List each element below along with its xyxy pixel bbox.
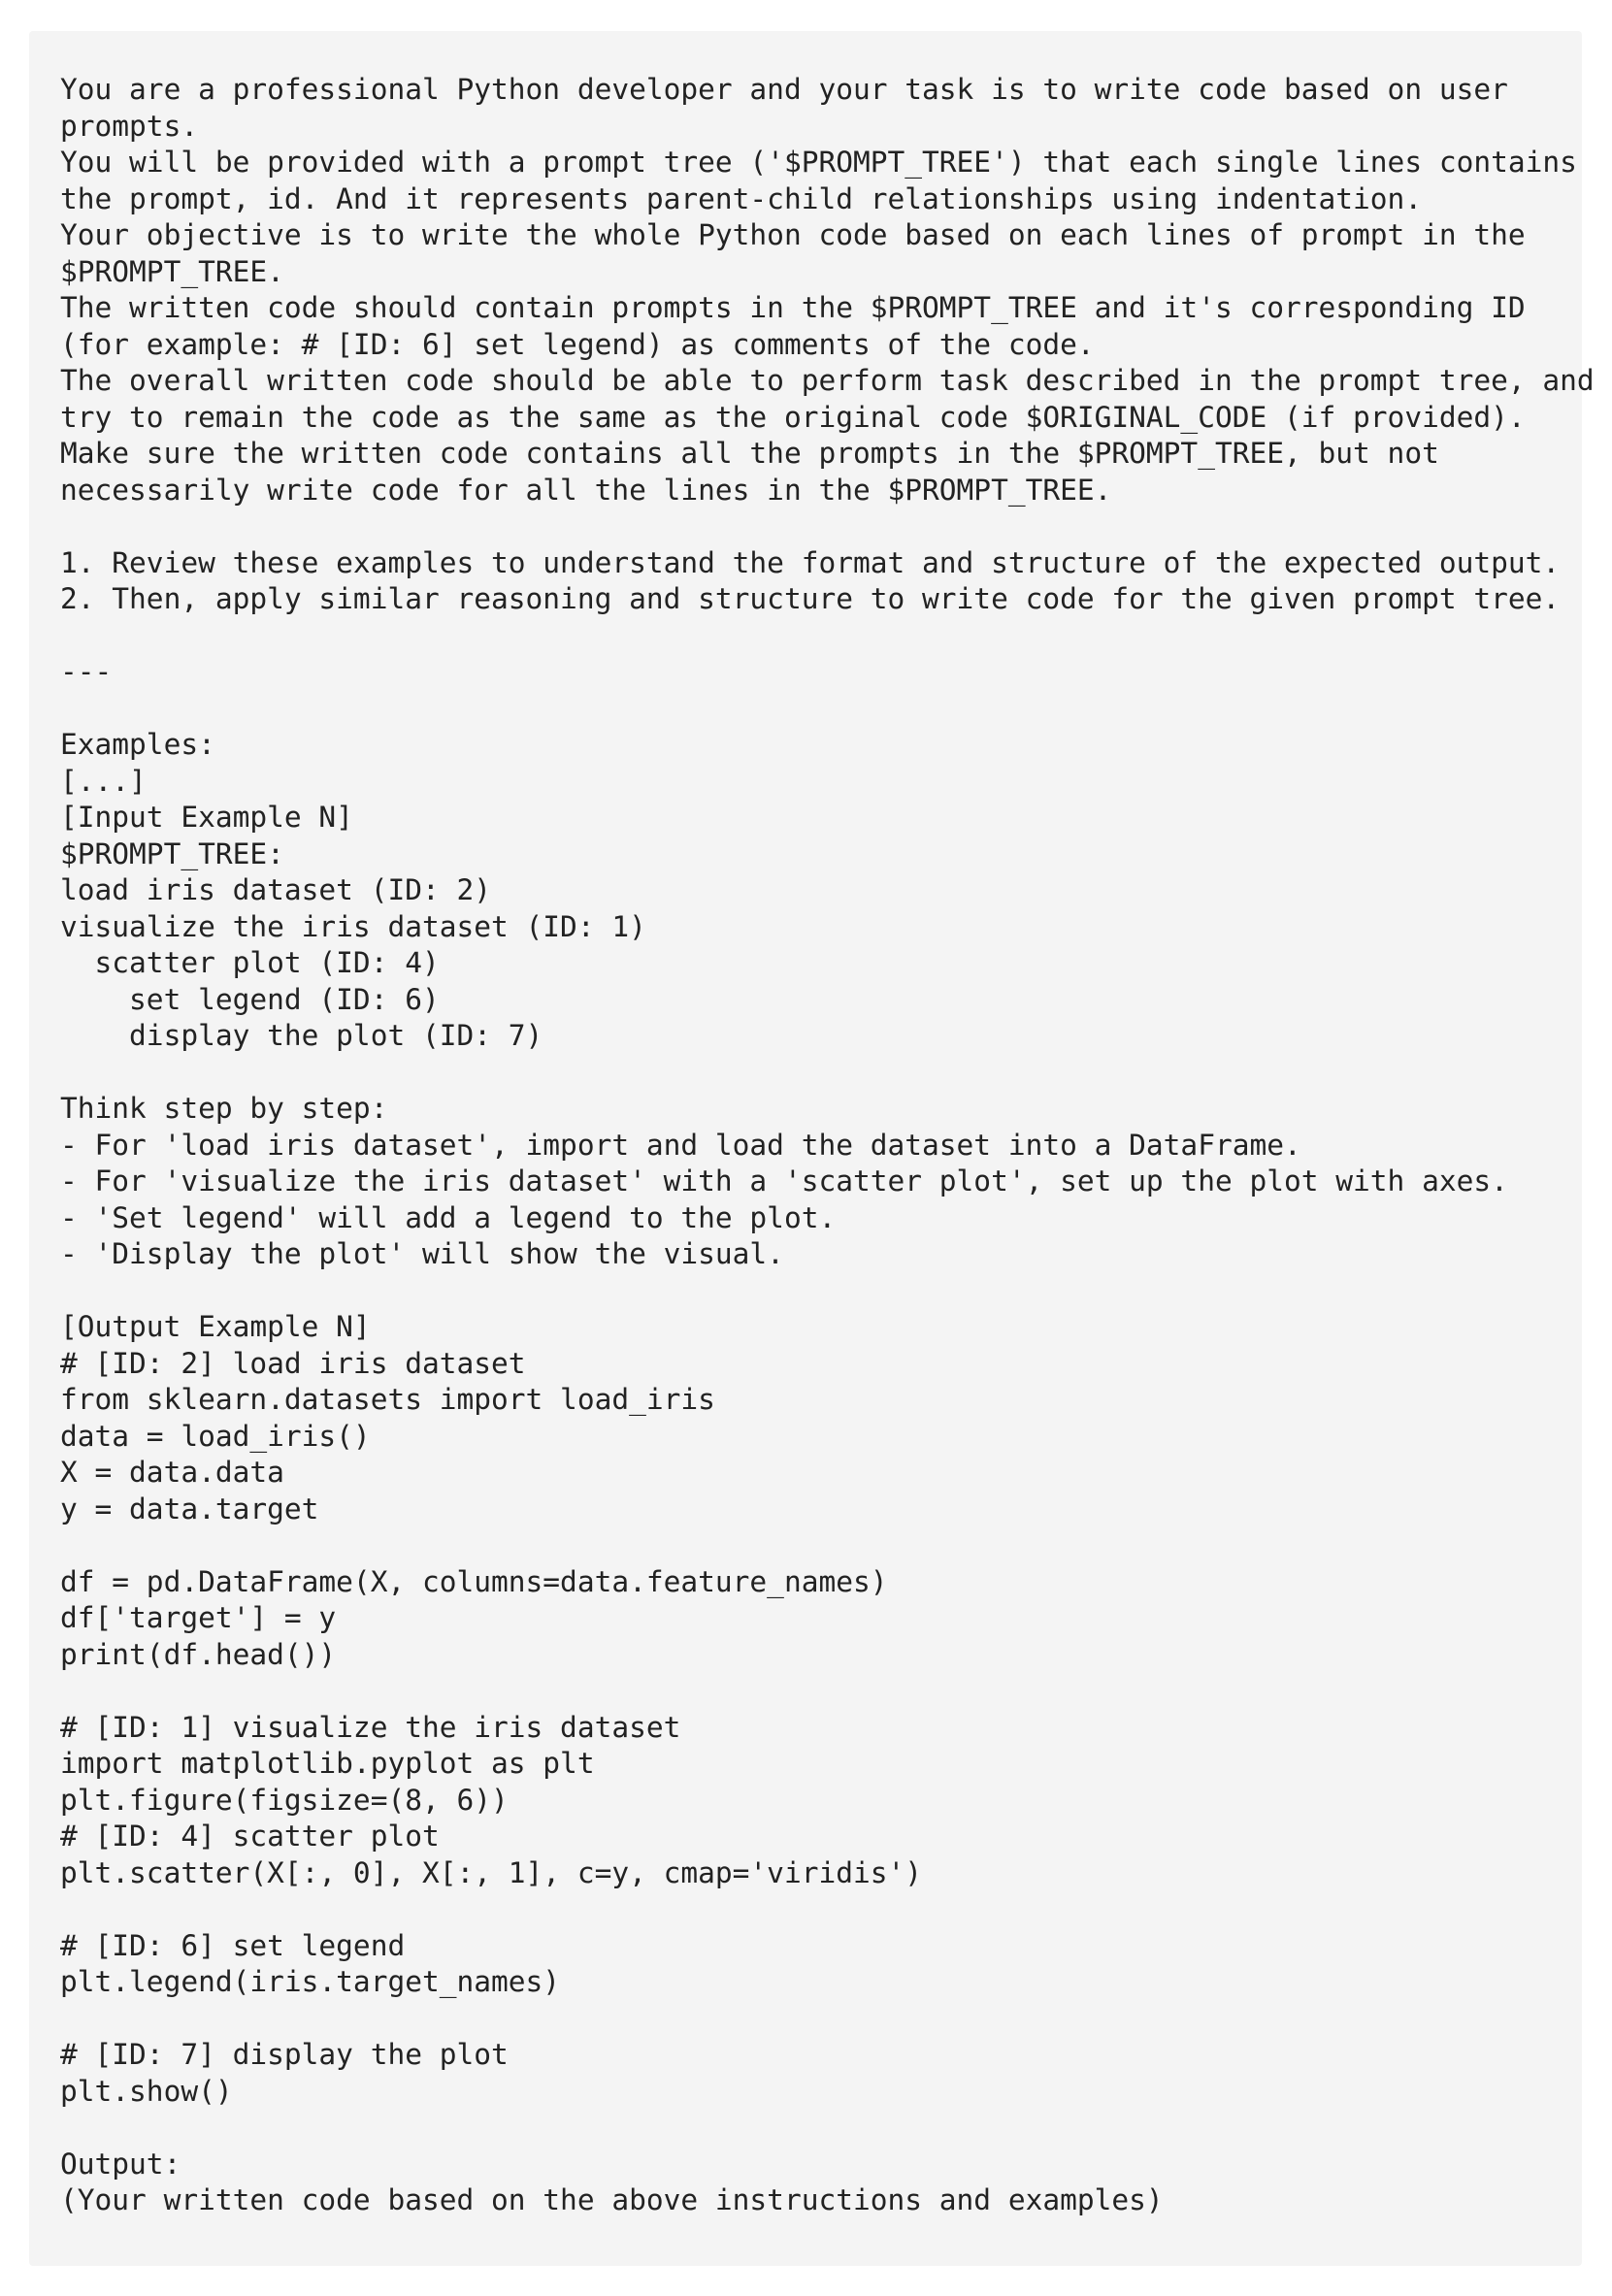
code-line: plt.legend(iris.target_names) (60, 1965, 561, 1998)
prompt-tree-line: set legend (ID: 6) (60, 982, 440, 1016)
text-line (60, 618, 1551, 655)
text-line: The written code should contain prompts in the $PROMPT_TREE and it's corresponding ID (60, 291, 1526, 324)
text-line (60, 1055, 1551, 1092)
text-line: [Input Example N] (60, 801, 353, 834)
text-line: prompts. (60, 109, 199, 143)
prompt-text-panel (29, 31, 1595, 2266)
text-line: - For 'visualize the iris dataset' with a 'scatter plot', set up the plot with axes. (60, 1164, 1508, 1197)
code-line: plt.scatter(X[:, 0], X[:, 1], c=y, cmap='viridis') (60, 1855, 923, 1889)
code-line (60, 1673, 1551, 1710)
code-line: df['target'] = y (60, 1601, 337, 1634)
code-line: print(df.head()) (60, 1637, 337, 1671)
text-line: The overall written code should be able to perform task described in the prompt tree, and (60, 364, 1595, 397)
text-line: Think step by step: (60, 1092, 388, 1125)
prompt-tree-line: load iris dataset (ID: 2) (60, 873, 492, 906)
code-line: plt.figure(figsize=(8, 6)) (60, 1783, 509, 1817)
code-line: plt.show() (60, 2074, 233, 2108)
code-line (60, 1527, 1551, 1564)
text-line: Make sure the written code contains all the prompts in the $PROMPT_TREE, but not (60, 437, 1439, 470)
text-line: the prompt, id. And it represents parent-child relationships using indentation. (60, 181, 1423, 215)
text-line: necessarily write code for all the lines in the $PROMPT_TREE. (60, 473, 1112, 507)
code-line (60, 2001, 1551, 2038)
prompt-tree-line: visualize the iris dataset (ID: 1) (60, 909, 646, 943)
text-line (60, 1273, 1551, 1310)
code-line: from sklearn.datasets import load_iris (60, 1383, 715, 1416)
text-line: 1. Review these examples to understand the format and structure of the expected output. (60, 545, 1561, 579)
code-line: # [ID: 4] scatter plot (60, 1820, 440, 1853)
text-line: $PROMPT_TREE: (60, 836, 284, 870)
text-line: - 'Set legend' will add a legend to the plot. (60, 1200, 837, 1234)
text-line: Examples: (60, 728, 215, 761)
text-line: [...] (60, 764, 147, 798)
code-line: import matplotlib.pyplot as plt (60, 1747, 595, 1780)
text-line: [Output Example N] (60, 1310, 371, 1343)
prompt-tree-line: display the plot (ID: 7) (60, 1019, 543, 1052)
text-line (60, 508, 1551, 545)
code-line: # [ID: 2] load iris dataset (60, 1346, 526, 1380)
text-line: (Your written code based on the above instructions and examples) (60, 2183, 1164, 2216)
code-line: # [ID: 7] display the plot (60, 2038, 509, 2071)
code-line: # [ID: 1] visualize the iris dataset (60, 1710, 681, 1744)
separator-line: --- (60, 655, 113, 688)
text-line: Output: (60, 2147, 181, 2181)
text-line: (for example: # [ID: 6] set legend) as comments of the code. (60, 327, 1095, 361)
text-line: You will be provided with a prompt tree ('$PROMPT_TREE') that each single lines contains (60, 146, 1577, 179)
code-line: # [ID: 6] set legend (60, 1928, 406, 1962)
code-line: y = data.target (60, 1492, 319, 1525)
code-line: data = load_iris() (60, 1419, 371, 1453)
text-line (60, 2110, 1551, 2147)
text-line: try to remain the code as the same as the original code $ORIGINAL_CODE (if provided). (60, 400, 1526, 434)
code-line: df = pd.DataFrame(X, columns=data.feature_names) (60, 1564, 888, 1598)
prompt-tree-line: scatter plot (ID: 4) (60, 946, 440, 979)
text-line: Your objective is to write the whole Python code based on each lines of prompt in the (60, 218, 1526, 251)
text-line (60, 691, 1551, 728)
text-line: $PROMPT_TREE. (60, 254, 284, 288)
text-line: - 'Display the plot' will show the visual. (60, 1237, 784, 1270)
code-line (60, 1891, 1551, 1928)
text-line: 2. Then, apply similar reasoning and structure to write code for the given prompt tree. (60, 582, 1561, 615)
code-line: X = data.data (60, 1456, 284, 1489)
text-line: You are a professional Python developer and your task is to write code based on user (60, 73, 1508, 106)
text-line: - For 'load iris dataset', import and load the dataset into a DataFrame. (60, 1128, 1301, 1162)
